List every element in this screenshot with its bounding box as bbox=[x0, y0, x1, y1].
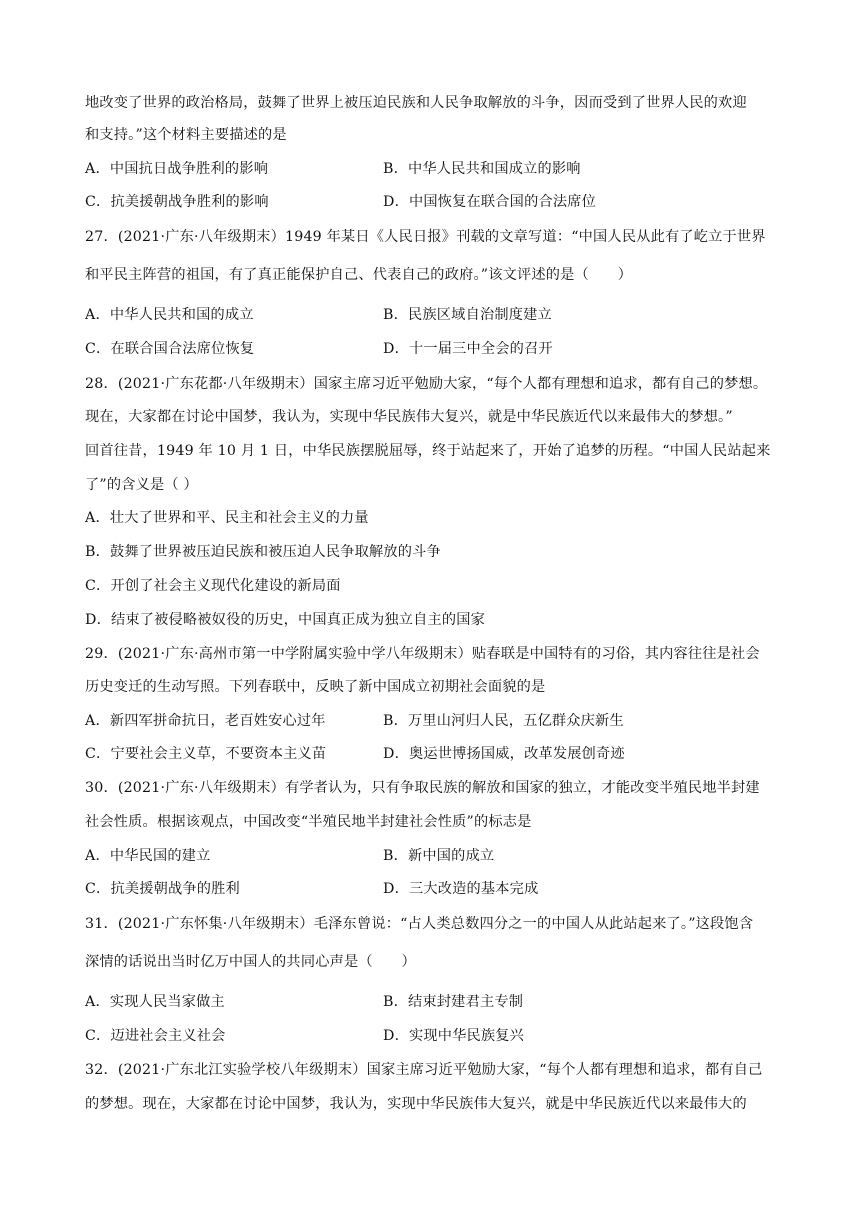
q31-text-line-1: 31．(2021·广东怀集·八年级期末）毛泽东曾说：“占人类总数四分之一的中国人从此站起来了。”这段饱含 bbox=[85, 916, 754, 932]
q27-option-a: A．中华人民共和国的成立 bbox=[85, 307, 254, 323]
q28-option-d: D．结束了被侵略被奴役的历史，中国真正成为独立自主的国家 bbox=[85, 612, 486, 628]
q30-option-d: D．三大改造的基本完成 bbox=[383, 881, 539, 897]
q29-text-line-1: 29．(2021·广东·高州市第一中学附属实验中学八年级期末）贴春联是中国特有的习俗，其内容往往是社会 bbox=[85, 646, 760, 662]
q30-text-line-2: 社会性质。根据该观点，中国改变“半殖民地半封建社会性质”的标志是 bbox=[85, 814, 532, 830]
q28-text-line-4: 了”的含义是（ ） bbox=[85, 477, 198, 493]
q27-option-c: C．在联合国合法席位恢复 bbox=[85, 341, 255, 357]
q26-text-line-1: 地改变了世界的政治格局，鼓舞了世界上被压迫民族和人民争取解放的斗争，因而受到了世界人民的欢迎 bbox=[85, 95, 747, 111]
q30-text-line-1: 30．(2021·广东·八年级期末）有学者认为，只有争取民族的解放和国家的独立，才能改变半殖民地半封建 bbox=[85, 780, 760, 796]
q26-option-c: C．抗美援朝战争胜利的影响 bbox=[85, 194, 269, 210]
q26-option-b: B．中华人民共和国成立的影响 bbox=[383, 161, 581, 177]
q28-option-b: B．鼓舞了世界被压迫民族和被压迫人民争取解放的斗争 bbox=[85, 544, 441, 560]
q29-option-c: C．宁要社会主义草，不要资本主义苗 bbox=[85, 746, 327, 762]
q32-text-line-1: 32．(2021·广东北江实验学校八年级期末）国家主席习近平勉励大家，“每个人都有理想和追求，都有自己 bbox=[85, 1062, 763, 1078]
q28-option-c: C．开创了社会主义现代化建设的新局面 bbox=[85, 578, 341, 594]
q26-text-line-2: 和支持。”这个材料主要描述的是 bbox=[85, 127, 287, 143]
q27-text-line-2: 和平民主阵营的祖国，有了真正能保护自己、代表自己的政府。”该文评述的是（ ） bbox=[85, 267, 633, 283]
q27-option-d: D．十一届三中全会的召开 bbox=[383, 341, 553, 357]
q31-option-a: A．实现人民当家做主 bbox=[85, 994, 225, 1010]
q28-option-a: A．壮大了世界和平、民主和社会主义的力量 bbox=[85, 510, 369, 526]
q26-option-a: A．中国抗日战争胜利的影响 bbox=[85, 161, 269, 177]
q26-option-d: D．中国恢复在联合国的合法席位 bbox=[383, 194, 597, 210]
q31-text-line-2: 深情的话说出当时亿万中国人的共同心声是（ ） bbox=[85, 954, 416, 970]
q31-option-d: D．实现中华民族复兴 bbox=[383, 1028, 525, 1044]
q27-text-line-1: 27．(2021·广东·八年级期末）1949 年某日《人民日报》刊载的文章写道：“中国人民从此有了屹立于世界 bbox=[85, 229, 766, 245]
q29-option-b: B．万里山河归人民，五亿群众庆新生 bbox=[383, 713, 624, 729]
q29-option-a: A．新四军拼命抗日，老百姓安心过年 bbox=[85, 713, 326, 729]
q31-option-b: B．结束封建君主专制 bbox=[383, 994, 524, 1010]
q30-option-c: C．抗美援朝战争的胜利 bbox=[85, 881, 240, 897]
q31-option-c: C．迈进社会主义社会 bbox=[85, 1028, 226, 1044]
q28-text-line-3: 回首往昔，1949 年 10 月 1 日，中华民族摆脱屈辱，终于站起来了，开始了追梦的历程。“中国人民站起来 bbox=[85, 443, 771, 459]
q32-text-line-2: 的梦想。现在，大家都在讨论中国梦，我认为，实现中华民族伟大复兴，就是中华民族近代以来最伟大的 bbox=[85, 1096, 747, 1112]
q28-text-line-1: 28．(2021·广东花都·八年级期末）国家主席习近平勉励大家，“每个人都有理想和追求，都有自己的梦想。 bbox=[85, 376, 768, 392]
q29-option-d: D．奥运世博扬国威，改革发展创奇迹 bbox=[383, 746, 625, 762]
q30-option-b: B．新中国的成立 bbox=[383, 848, 495, 864]
q29-text-line-2: 历史变迁的生动写照。下列春联中，反映了新中国成立初期社会面貌的是 bbox=[85, 679, 546, 695]
q27-option-b: B．民族区域自治制度建立 bbox=[383, 307, 552, 323]
q30-option-a: A．中华民国的建立 bbox=[85, 848, 211, 864]
q28-text-line-2: 现在，大家都在讨论中国梦，我认为，实现中华民族伟大复兴，就是中华民族近代以来最伟大的梦想。” bbox=[85, 409, 733, 425]
